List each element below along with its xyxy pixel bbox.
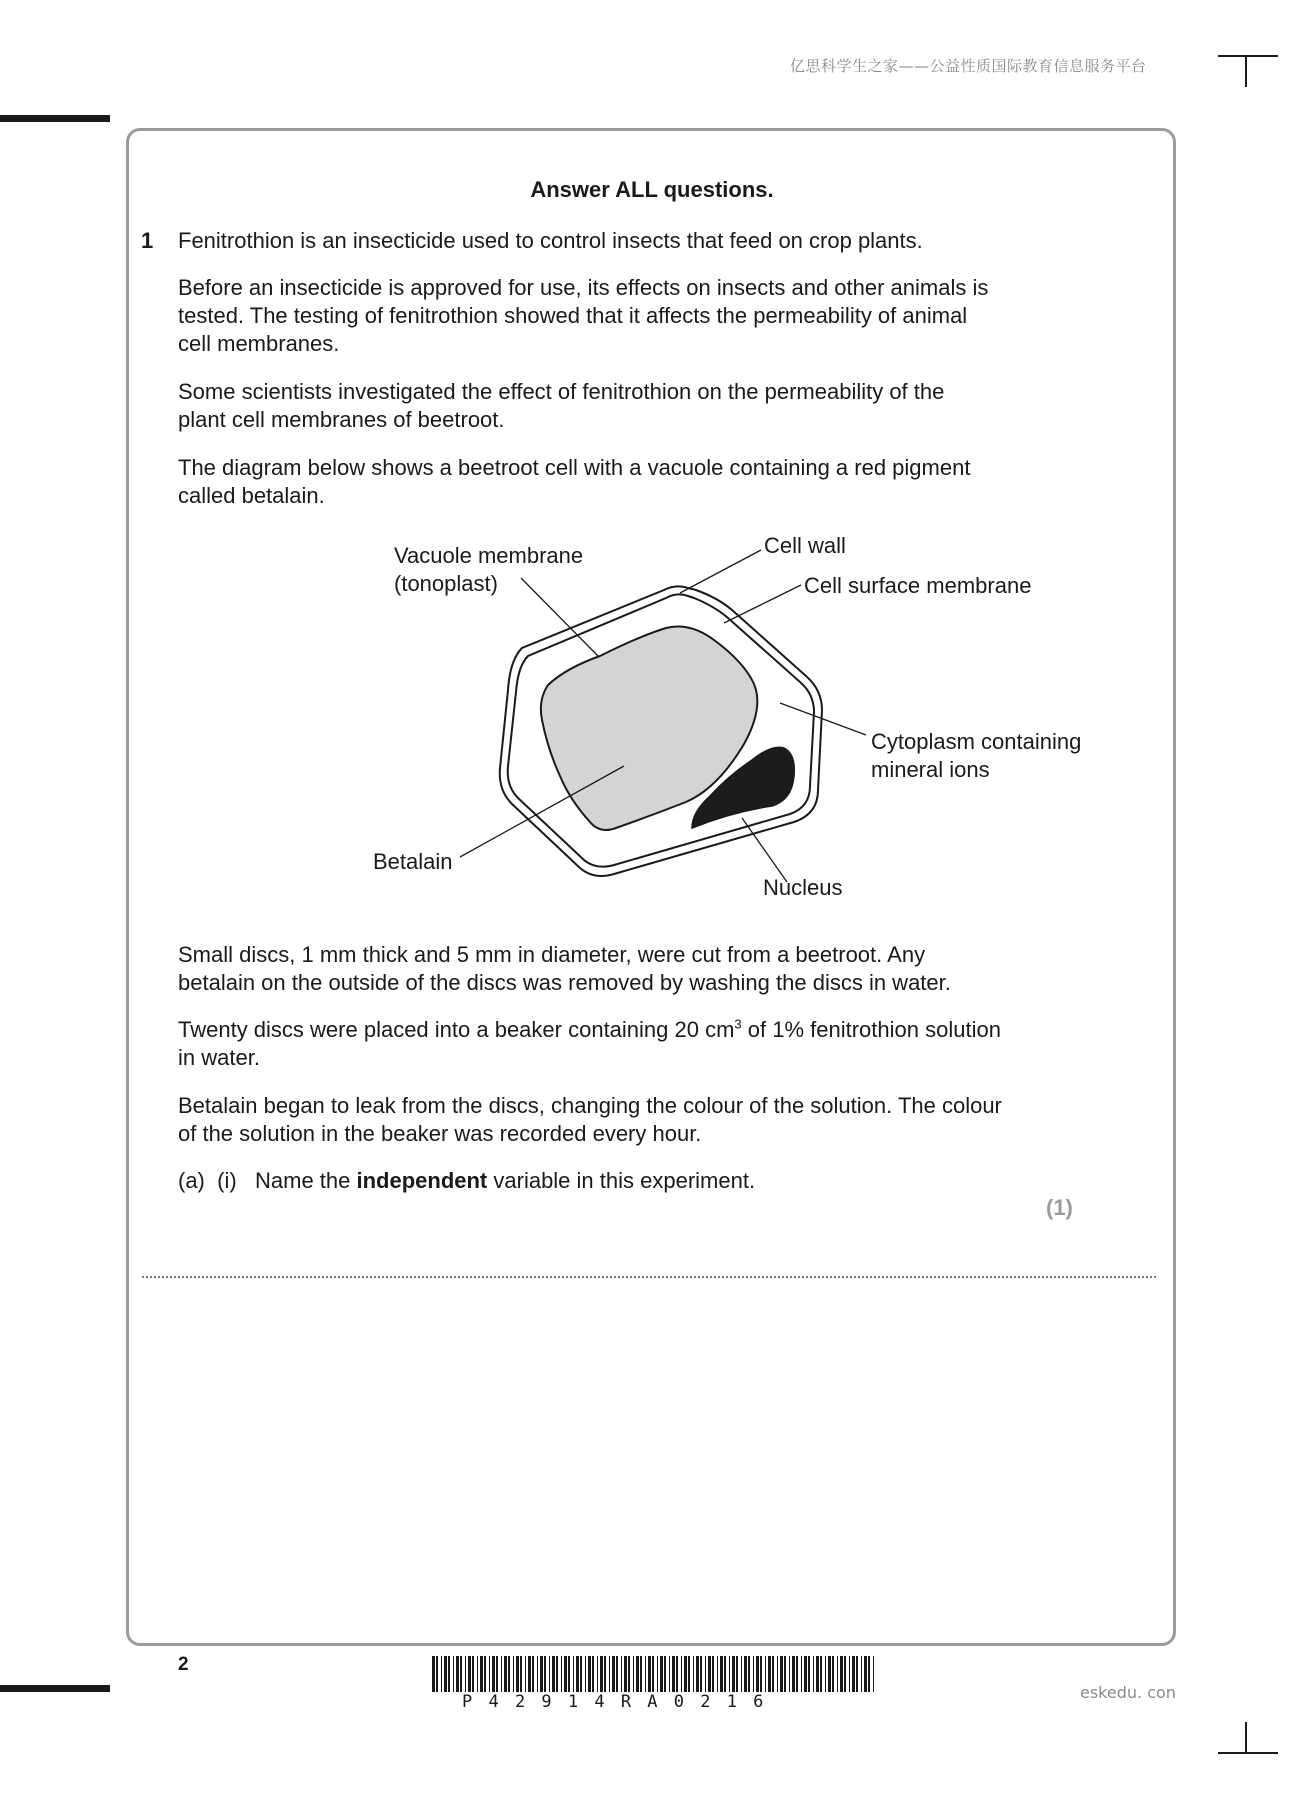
barcode-bar [744,1656,747,1692]
header-watermark: 亿思科学生之家——公益性质国际教育信息服务平台 [790,57,1147,75]
paragraph-leak [178,1092,1058,1148]
barcode-bar [789,1656,790,1692]
barcode-bar [456,1656,459,1692]
barcode-bar [496,1656,498,1692]
paragraph-beaker [178,1016,1058,1072]
barcode-bar [472,1656,474,1692]
barcode-bar [852,1656,855,1692]
barcode-bar [633,1656,634,1692]
paragraph-line: Before an insecticide is approved for use, its effects on insects and other animals is [178,275,989,300]
leader-line-nucleus [742,818,787,882]
barcode-bar [748,1656,750,1692]
barcode-bar [513,1656,514,1692]
barcode-bar [552,1656,555,1692]
barcode-bar [828,1656,831,1692]
barcode-bar [576,1656,579,1692]
paragraph-line: Some scientists investigated the effect of fenitrothion on the permeability of the [178,379,945,404]
barcode-bar [681,1656,682,1692]
barcode-bar [604,1656,606,1692]
barcode-bar [684,1656,687,1692]
barcode-bar [808,1656,810,1692]
label-cell-wall: Cell wall [764,533,846,558]
question-intro: Fenitrothion is an insecticide used to control insects that feed on crop plants. [178,228,923,253]
barcode-bar [813,1656,814,1692]
barcode-bar [792,1656,795,1692]
page-title: Answer ALL questions. [530,177,774,202]
barcode-bar [501,1656,502,1692]
barcode-bar [760,1656,762,1692]
paragraph-line: in water. [178,1045,260,1070]
label-tonoplast: (tonoplast) [394,571,498,596]
text-segment: of 1% fenitrothion solution [741,1017,1001,1042]
barcode-bar [544,1656,546,1692]
barcode-bar [856,1656,858,1692]
barcode-bar [448,1656,450,1692]
barcode-bar [868,1656,870,1692]
barcode-bar [832,1656,834,1692]
barcode-bar [525,1656,526,1692]
superscript-3: 3 [734,1016,742,1032]
barcode-bar [804,1656,807,1692]
part-a-prefix: (a) (i) Name the [178,1168,357,1193]
barcode-bar [580,1656,582,1692]
barcode-bar [556,1656,558,1692]
barcode-bar [528,1656,531,1692]
paragraph-discs [178,941,1058,997]
barcode-bar [640,1656,642,1692]
barcode-bar [796,1656,798,1692]
barcode-bar [600,1656,603,1692]
part-a-keyword: independent [356,1168,488,1193]
barcode-bar [652,1656,654,1692]
barcode-bar [465,1656,466,1692]
answer-line[interactable] [142,1276,1156,1278]
label-nucleus: Nucleus [763,875,843,900]
barcode-bar [468,1656,471,1692]
barcode-bar [645,1656,646,1692]
paragraph-line: betalain on the outside of the discs was removed by washing the discs in water. [178,970,951,995]
barcode-bar [840,1656,843,1692]
barcode-bar [532,1656,534,1692]
barcode-bar [621,1656,622,1692]
barcode-text: P 4 2 9 1 4 R A 0 2 1 6 [462,1692,767,1712]
barcode-bar [768,1656,771,1692]
barcode-bar [484,1656,486,1692]
barcode-bar [657,1656,658,1692]
barcode-bar [717,1656,718,1692]
barcode-bar [837,1656,838,1692]
barcode-bar [664,1656,666,1692]
barcode-bar [732,1656,735,1692]
barcode-bar [480,1656,483,1692]
barcode-bar [780,1656,783,1692]
paragraph-line: Small discs, 1 mm thick and 5 mm in diameter, were cut from a beetroot. Any [178,942,926,967]
barcode-bar [609,1656,610,1692]
barcode-bar [688,1656,690,1692]
barcode-bar [489,1656,490,1692]
paragraph-line: tested. The testing of fenitrothion showed that it affects the permeability of animal [178,303,968,328]
label-mineral-ions: mineral ions [871,757,990,782]
barcode-bar [720,1656,723,1692]
barcode-bar [432,1656,435,1692]
barcode-bar [712,1656,714,1692]
barcode-bar [612,1656,615,1692]
barcode-bar [741,1656,742,1692]
label-vacuole-membrane: Vacuole membrane [394,543,584,568]
question-part-a-i [178,1167,1058,1195]
barcode-bar [700,1656,702,1692]
barcode-bar [520,1656,522,1692]
barcode-bar [573,1656,574,1692]
paragraph-line: plant cell membranes of beetroot. [178,407,505,432]
barcode-bar [540,1656,543,1692]
barcode-bar [756,1656,759,1692]
barcode-bar [592,1656,594,1692]
barcode-bar [516,1656,519,1692]
barcode-bar [693,1656,694,1692]
barcode-bar [561,1656,562,1692]
barcode-bar [696,1656,699,1692]
barcode-bar [585,1656,586,1692]
barcode-bar [568,1656,570,1692]
barcode-bar [616,1656,618,1692]
site-watermark: eskedu. con [1080,1683,1176,1702]
barcode-bar [636,1656,639,1692]
paragraph-line: cell membranes. [178,331,340,356]
barcode-bar [436,1656,438,1692]
barcode-bar [508,1656,510,1692]
barcode-bar [849,1656,850,1692]
barcode-bar [861,1656,862,1692]
barcode-bar [676,1656,678,1692]
barcode-bar [784,1656,786,1692]
leader-line-cell-surface-membrane [724,585,801,623]
leader-line-cell-wall [680,550,761,593]
barcode-bar [816,1656,819,1692]
barcode-bar [724,1656,726,1692]
marks-indicator: (1) [1046,1195,1073,1220]
barcode-bar [825,1656,826,1692]
barcode-bar [588,1656,591,1692]
barcode-bar [492,1656,495,1692]
barcode-bar [564,1656,567,1692]
barcode-bar [864,1656,867,1692]
barcode-bar [753,1656,754,1692]
barcode-bar [660,1656,663,1692]
barcode-bar [705,1656,706,1692]
question-number: 1 [141,228,154,253]
paragraph-line: called betalain. [178,483,325,508]
barcode-bar [477,1656,478,1692]
barcode-bar [648,1656,651,1692]
barcode-bar [672,1656,675,1692]
barcode-bar [729,1656,730,1692]
barcode-bar [765,1656,766,1692]
barcode-bar [801,1656,802,1692]
barcode-bar [669,1656,670,1692]
barcode-bar [873,1656,874,1692]
barcode-bar [460,1656,462,1692]
barcode-bar [597,1656,598,1692]
label-betalain: Betalain [373,849,453,874]
barcode-bar [624,1656,627,1692]
barcode [430,1656,880,1692]
barcode-bar [820,1656,822,1692]
barcode-bar [708,1656,711,1692]
barcode-bar [549,1656,550,1692]
barcode-bar [444,1656,447,1692]
barcode-bar [441,1656,442,1692]
label-cell-surface-membrane: Cell surface membrane [804,573,1032,598]
barcode-bar [772,1656,774,1692]
barcode-bar [777,1656,778,1692]
label-cytoplasm: Cytoplasm containing [871,729,1082,754]
paragraph-line: of the solution in the beaker was recorded every hour. [178,1121,702,1146]
part-a-suffix: variable in this experiment. [487,1168,756,1193]
paragraph-line: Betalain began to leak from the discs, changing the colour of the solution. The colour [178,1093,1002,1118]
paragraph-line [178,1016,1058,1044]
barcode-bar [628,1656,630,1692]
barcode-bar [844,1656,846,1692]
barcode-bar [537,1656,538,1692]
paragraph-line: The diagram below shows a beetroot cell with a vacuole containing a red pigment [178,455,971,480]
page-number: 2 [178,1654,189,1675]
barcode-bar [504,1656,507,1692]
text-segment: Twenty discs were placed into a beaker containing 20 cm [178,1017,735,1042]
barcode-bar [453,1656,454,1692]
barcode-bar [736,1656,738,1692]
